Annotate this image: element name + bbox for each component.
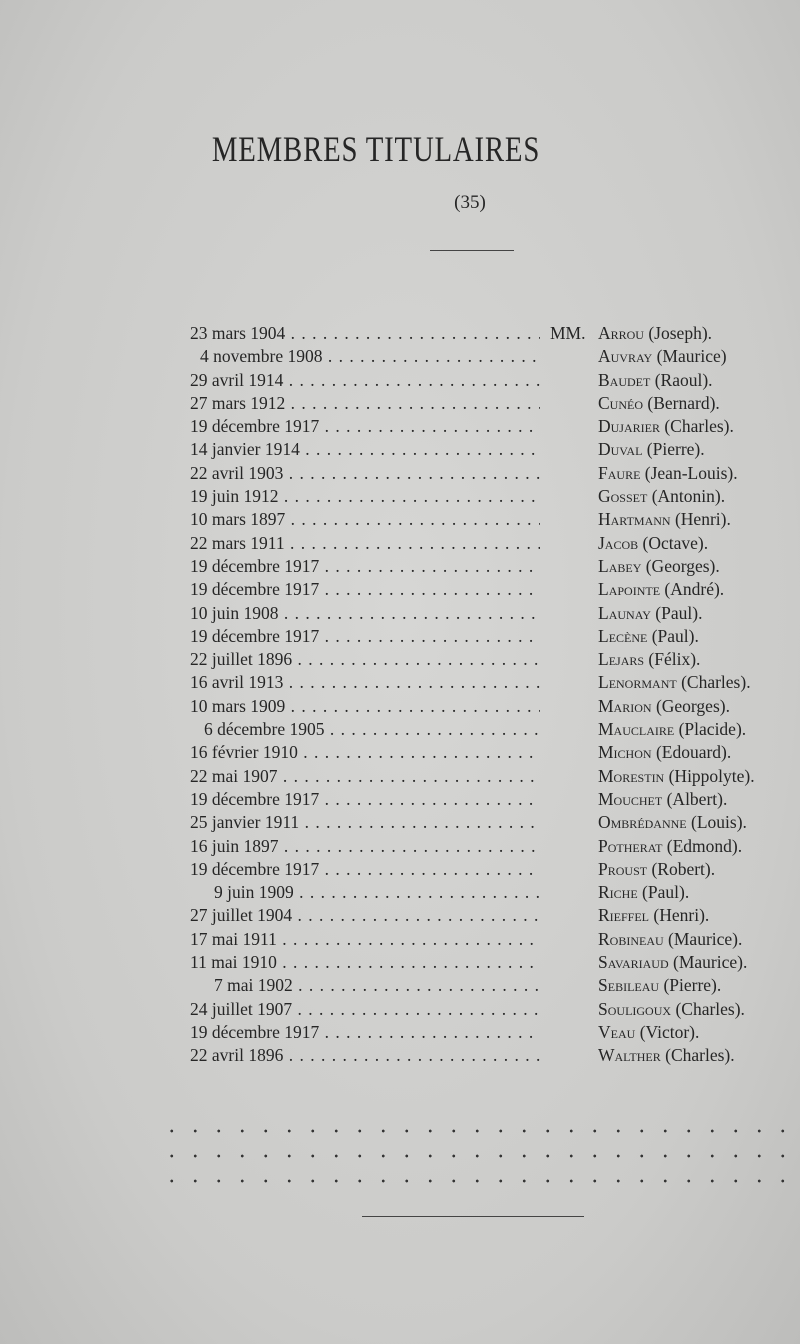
member-name <box>598 1044 735 1067</box>
member-date-cell <box>140 1021 540 1044</box>
member-surname: Walther <box>598 1045 661 1066</box>
member-name <box>598 858 715 881</box>
member-date: 19 juin 1912 <box>190 486 279 507</box>
member-date: 10 juin 1908 <box>190 602 279 623</box>
member-date-cell <box>140 485 540 508</box>
member-date-cell <box>140 625 540 648</box>
member-surname: Gosset <box>598 486 648 507</box>
member-date: 22 mai 1907 <box>190 765 278 786</box>
leader-dots <box>277 952 540 972</box>
leader-dots <box>319 579 540 599</box>
member-row <box>0 718 800 741</box>
leader-dots <box>277 929 540 949</box>
member-row <box>0 625 800 648</box>
member-date-cell <box>140 1044 540 1067</box>
member-date-cell <box>140 928 540 951</box>
member-surname: Potherat <box>598 835 663 856</box>
member-date-cell <box>140 392 540 415</box>
member-date-cell <box>140 718 540 741</box>
member-given-name: (Charles). <box>675 998 745 1019</box>
member-name <box>598 1021 699 1044</box>
member-date: 19 décembre 1917 <box>190 416 320 437</box>
member-date-cell <box>140 578 540 601</box>
member-row <box>0 835 800 858</box>
leader-dots <box>278 603 540 623</box>
member-surname: Launay <box>598 602 651 623</box>
member-name <box>598 928 742 951</box>
leader-dots <box>283 1045 540 1065</box>
member-date-cell <box>140 998 540 1021</box>
member-surname: Morestin <box>598 765 665 786</box>
member-row <box>0 928 800 951</box>
member-given-name: (Maurice). <box>673 952 748 973</box>
member-date-cell <box>140 811 540 834</box>
member-given-name: (Charles). <box>664 416 734 437</box>
member-name <box>598 369 713 392</box>
member-name <box>598 835 742 858</box>
member-row <box>0 345 800 368</box>
member-date: 19 décembre 1917 <box>190 579 320 600</box>
member-name <box>598 998 745 1021</box>
member-given-name: (Bernard). <box>647 392 720 413</box>
member-date: 4 novembre 1908 <box>200 346 323 367</box>
member-date: 10 mars 1897 <box>190 509 286 530</box>
member-row <box>0 881 800 904</box>
member-date: 16 février 1910 <box>190 742 298 763</box>
member-given-name: (Maurice) <box>656 346 727 367</box>
member-given-name: (Hippolyte). <box>668 765 755 786</box>
member-date-cell <box>140 695 540 718</box>
member-row <box>0 648 800 671</box>
member-given-name: (Raoul). <box>654 369 713 390</box>
member-date-cell <box>140 904 540 927</box>
member-date: 27 juillet 1904 <box>190 905 293 926</box>
member-date-cell <box>140 951 540 974</box>
member-surname: Marion <box>598 695 652 716</box>
member-given-name: (Edmond). <box>666 835 743 856</box>
member-given-name: (Victor). <box>639 1021 700 1042</box>
member-count: (35) <box>454 192 486 213</box>
member-date: 22 avril 1896 <box>190 1045 284 1066</box>
member-name <box>598 951 747 974</box>
leader-dots <box>319 789 540 809</box>
member-name <box>598 765 755 788</box>
placeholder-dots-row <box>160 1126 790 1136</box>
leader-dots <box>319 1022 540 1042</box>
member-date: 6 décembre 1905 <box>204 719 325 740</box>
leader-dots <box>285 393 540 413</box>
leader-dots <box>278 486 540 506</box>
member-surname: Lejars <box>598 649 645 670</box>
member-given-name: (Charles). <box>665 1045 735 1066</box>
leader-dots <box>325 719 540 739</box>
leader-dots <box>292 905 540 925</box>
member-row <box>0 695 800 718</box>
member-given-name: (Charles). <box>681 672 751 693</box>
member-row <box>0 322 800 345</box>
member-given-name: (Placide). <box>678 719 747 740</box>
member-date: 25 janvier 1911 <box>190 812 300 833</box>
member-name <box>598 741 731 764</box>
member-name <box>598 462 738 485</box>
leader-dots <box>294 882 540 902</box>
member-row <box>0 951 800 974</box>
member-given-name: (Pierre). <box>663 975 722 996</box>
leader-dots <box>285 323 540 343</box>
leader-dots <box>319 626 540 646</box>
member-date-cell <box>140 322 540 345</box>
member-row <box>0 741 800 764</box>
member-name <box>598 648 700 671</box>
member-row <box>0 1044 800 1067</box>
member-given-name: (Paul). <box>642 882 690 903</box>
placeholder-dots-row <box>160 1176 790 1186</box>
leader-dots <box>278 836 540 856</box>
member-date-cell <box>140 462 540 485</box>
member-name <box>598 671 751 694</box>
member-name <box>598 974 721 997</box>
member-date: 27 mars 1912 <box>190 392 286 413</box>
leader-dots <box>292 999 540 1019</box>
member-given-name: (Louis). <box>691 812 747 833</box>
member-given-name: (André). <box>664 579 725 600</box>
member-name <box>598 578 724 601</box>
member-name <box>598 625 699 648</box>
member-row <box>0 555 800 578</box>
member-row <box>0 602 800 625</box>
member-row <box>0 392 800 415</box>
member-row <box>0 1021 800 1044</box>
member-row <box>0 369 800 392</box>
member-date-cell <box>140 369 540 392</box>
member-row <box>0 415 800 438</box>
member-name <box>598 508 731 531</box>
member-date-cell <box>140 765 540 788</box>
member-date-cell <box>140 555 540 578</box>
member-date: 23 mars 1904 <box>190 323 286 343</box>
bottom-divider <box>362 1216 584 1217</box>
member-date-cell <box>140 508 540 531</box>
leader-dots <box>278 766 541 786</box>
member-date-cell <box>140 648 540 671</box>
member-date: 19 décembre 1917 <box>190 625 320 646</box>
member-date: 11 mai 1910 <box>190 952 277 973</box>
member-given-name: (Paul). <box>651 625 699 646</box>
member-given-name: (Albert). <box>666 788 728 809</box>
member-date: 22 juillet 1896 <box>190 649 293 670</box>
member-surname: Robineau <box>598 928 664 949</box>
member-given-name: (Georges). <box>645 555 720 576</box>
member-name <box>598 392 720 415</box>
mm-label: MM. <box>550 323 586 343</box>
member-surname: Riche <box>598 882 638 903</box>
member-date: 9 juin 1909 <box>214 882 294 903</box>
member-date-cell <box>140 881 540 904</box>
member-surname: Lenormant <box>598 672 677 693</box>
member-given-name: (Henri). <box>674 509 731 530</box>
member-date: 19 décembre 1917 <box>190 1021 320 1042</box>
member-row <box>0 904 800 927</box>
member-given-name: (Joseph). <box>648 323 713 343</box>
leader-dots <box>293 975 540 995</box>
member-name <box>598 881 689 904</box>
member-date-cell <box>140 671 540 694</box>
member-name <box>598 532 708 555</box>
member-surname: Labey <box>598 555 642 576</box>
member-given-name: (Antonin). <box>651 486 726 507</box>
member-surname: Ombrédanne <box>598 812 687 833</box>
member-row <box>0 788 800 811</box>
member-surname: Proust <box>598 858 648 879</box>
member-date-cell <box>140 532 540 555</box>
member-name <box>598 602 702 625</box>
member-row <box>0 508 800 531</box>
member-date: 17 mai 1911 <box>190 928 277 949</box>
member-name <box>598 485 725 508</box>
member-given-name: (Octave). <box>642 532 709 553</box>
member-date: 22 mars 1911 <box>190 532 285 553</box>
member-date-cell <box>140 788 540 811</box>
member-given-name: (Robert). <box>651 858 716 879</box>
leader-dots <box>285 509 540 529</box>
member-surname: Souligoux <box>598 998 672 1019</box>
member-date: 16 avril 1913 <box>190 672 284 693</box>
member-surname: Baudet <box>598 369 651 390</box>
leader-dots <box>319 416 540 436</box>
member-surname: Dujarier <box>598 416 660 437</box>
member-row <box>0 532 800 555</box>
member-date-cell <box>140 741 540 764</box>
member-date-cell <box>140 415 540 438</box>
leader-dots <box>292 649 540 669</box>
member-name <box>598 322 712 345</box>
member-row <box>0 438 800 461</box>
member-date-cell <box>140 438 540 461</box>
member-date-cell <box>140 345 540 368</box>
member-given-name: (Félix). <box>648 649 701 670</box>
member-row <box>0 671 800 694</box>
member-surname: Lecène <box>598 625 648 646</box>
leader-dots <box>283 370 540 390</box>
member-row <box>0 858 800 881</box>
member-date-cell <box>140 858 540 881</box>
member-name <box>598 811 747 834</box>
member-row <box>0 462 800 485</box>
member-surname: Faure <box>598 462 641 483</box>
member-date: 22 avril 1903 <box>190 462 284 483</box>
leader-dots <box>285 533 540 553</box>
placeholder-dots-row <box>160 1151 790 1161</box>
member-surname: Veau <box>598 1021 636 1042</box>
leader-dots <box>298 742 540 762</box>
member-surname: Auvray <box>598 346 653 367</box>
member-name <box>598 788 727 811</box>
member-surname: Jacob <box>598 532 639 553</box>
member-name <box>598 438 705 461</box>
member-given-name: (Paul). <box>655 602 703 623</box>
leader-dots <box>300 439 540 459</box>
member-date: 14 janvier 1914 <box>190 439 300 460</box>
leader-dots <box>299 812 540 832</box>
member-date-cell <box>140 974 540 997</box>
member-row <box>0 765 800 788</box>
member-surname: Duval <box>598 439 643 460</box>
member-date: 7 mai 1902 <box>214 975 293 996</box>
member-name <box>598 555 720 578</box>
member-surname: Lapointe <box>598 579 661 600</box>
member-row <box>0 974 800 997</box>
page-title: MEMBRES TITULAIRES <box>211 129 541 169</box>
member-surname: Michon <box>598 742 652 763</box>
member-date: 19 décembre 1917 <box>190 555 320 576</box>
member-given-name: (Maurice). <box>668 928 743 949</box>
member-date-cell <box>140 835 540 858</box>
leader-dots <box>283 672 540 692</box>
member-row <box>0 485 800 508</box>
member-name <box>598 415 734 438</box>
member-surname: Mouchet <box>598 788 663 809</box>
member-date: 10 mars 1909 <box>190 695 286 716</box>
member-surname: Arrou <box>598 323 644 343</box>
member-surname: Mauclaire <box>598 719 675 740</box>
member-given-name: (Henri). <box>653 905 710 926</box>
member-name <box>598 904 709 927</box>
member-date: 19 décembre 1917 <box>190 788 320 809</box>
leader-dots <box>319 556 540 576</box>
member-given-name: (Georges). <box>655 695 730 716</box>
leader-dots <box>319 859 540 879</box>
member-row <box>0 811 800 834</box>
leader-dots <box>283 463 540 483</box>
member-name <box>598 718 746 741</box>
member-surname: Sebileau <box>598 975 660 996</box>
member-date: 24 juillet 1907 <box>190 998 293 1019</box>
members-list <box>0 322 800 1068</box>
member-given-name: (Pierre). <box>646 439 705 460</box>
member-surname: Rieffel <box>598 905 650 926</box>
leader-dots <box>285 696 540 716</box>
member-given-name: (Jean-Louis). <box>644 462 738 483</box>
leader-dots <box>322 346 540 366</box>
member-date: 19 décembre 1917 <box>190 858 320 879</box>
member-date: 29 avril 1914 <box>190 369 284 390</box>
member-name <box>598 695 730 718</box>
member-given-name: (Edouard). <box>655 742 732 763</box>
member-row <box>0 578 800 601</box>
member-surname: Cunéo <box>598 392 644 413</box>
member-surname: Savariaud <box>598 952 669 973</box>
member-date: 16 juin 1897 <box>190 835 279 856</box>
member-surname: Hartmann <box>598 509 671 530</box>
member-row <box>0 998 800 1021</box>
member-date-cell <box>140 602 540 625</box>
member-name <box>598 345 727 368</box>
top-divider <box>430 250 514 251</box>
